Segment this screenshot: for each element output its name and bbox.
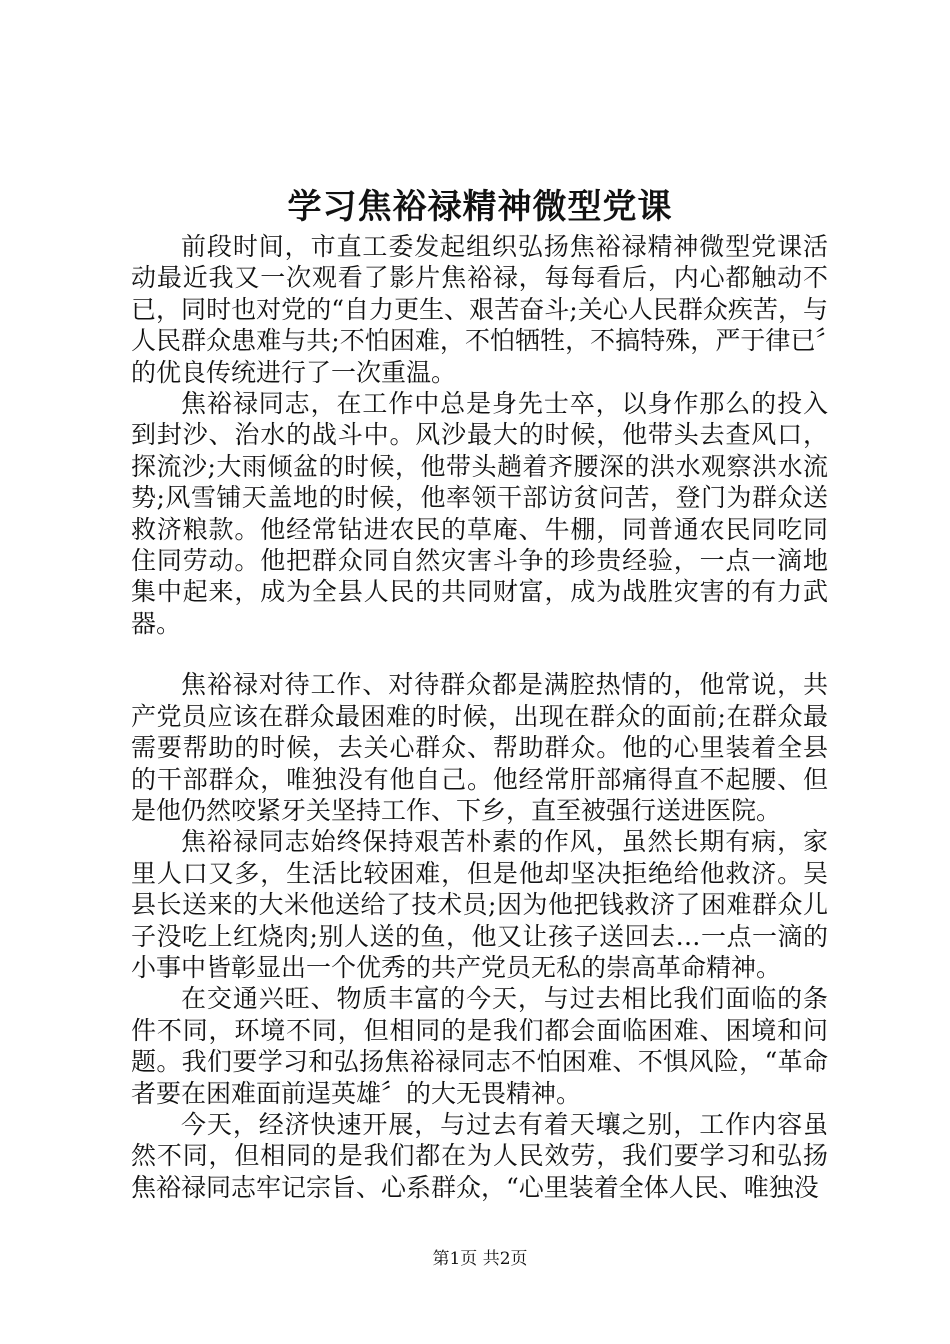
paragraph-4: 焦裕禄同志始终保持艰苦朴素的作风，虽然长期有病，家里人口又多，生活比较困难，但是他却坚决拒绝给他救济。吴县长送来的大米他送给了技术员;因为他把钱救济了困难群众儿子没吃上红烧肉;别人送的鱼，他又让孩子送回去…一点一滴的小事中皆彰显出一个优秀的共产党员无私的崇高革命精神。 — [131, 827, 828, 982]
paragraph-1: 前段时间，市直工委发起组织弘扬焦裕禄精神微型党课活动最近我又一次观看了影片焦裕禄，每每看后，内心都触动不已，同时也对党的“自力更生、艰苦奋斗;关心人民群众疾苦，与人民群众患难与共;不怕困难，不怕牺牲，不搞特殊，严于律已〞的优良传统进行了一次重温。 — [131, 232, 828, 387]
paragraph-2: 焦裕禄同志，在工作中总是身先士卒，以身作那么的投入到封沙、治水的战斗中。风沙最大的时候，他带头去查风口，探流沙;大雨倾盆的时候，他带头趟着齐腰深的洪水观察洪水流势;风雪铺天盖地的时候，他率领干部访贫问苦，登门为群众送救济粮款。他经常钻进农民的草庵、牛棚，同普通农民同吃同住同劳动。他把群众同自然灾害斗争的珍贵经验，一点一滴地集中起来，成为全县人民的共同财富，成为战胜灾害的有力武器。 — [131, 389, 828, 638]
paragraph-3: 焦裕禄对待工作、对待群众都是满腔热情的，他常说，共产党员应该在群众最困难的时候，出现在群众的面前;在群众最需要帮助的时候，去关心群众、帮助群众。他的心里装着全县的干部群众，唯独没有他自己。他经常肝部痛得直不起腰、但是他仍然咬紧牙关坚持工作、下乡，直至被强行送进医院。 — [131, 670, 828, 825]
page-title: 学习焦裕禄精神微型党课 — [287, 187, 673, 227]
paragraph-6: 今天，经济快速开展，与过去有着天壤之别，工作内容虽然不同，但相同的是我们都在为人民效劳，我们要学习和弘扬焦裕禄同志牢记宗旨、心系群众，“心里装着全体人民、唯独没 — [131, 1109, 828, 1202]
page-footer: 第1页 共2页 — [432, 1249, 528, 1269]
document-body — [131, 231, 828, 1203]
paragraph-5: 在交通兴旺、物质丰富的今天，与过去相比我们面临的条件不同，环境不同，但相同的是我们都会面临困难、困境和问题。我们要学习和弘扬焦裕禄同志不怕困难、不惧风险，“革命者要在困难面前逞英雄〞的大无畏精神。 — [131, 984, 828, 1108]
